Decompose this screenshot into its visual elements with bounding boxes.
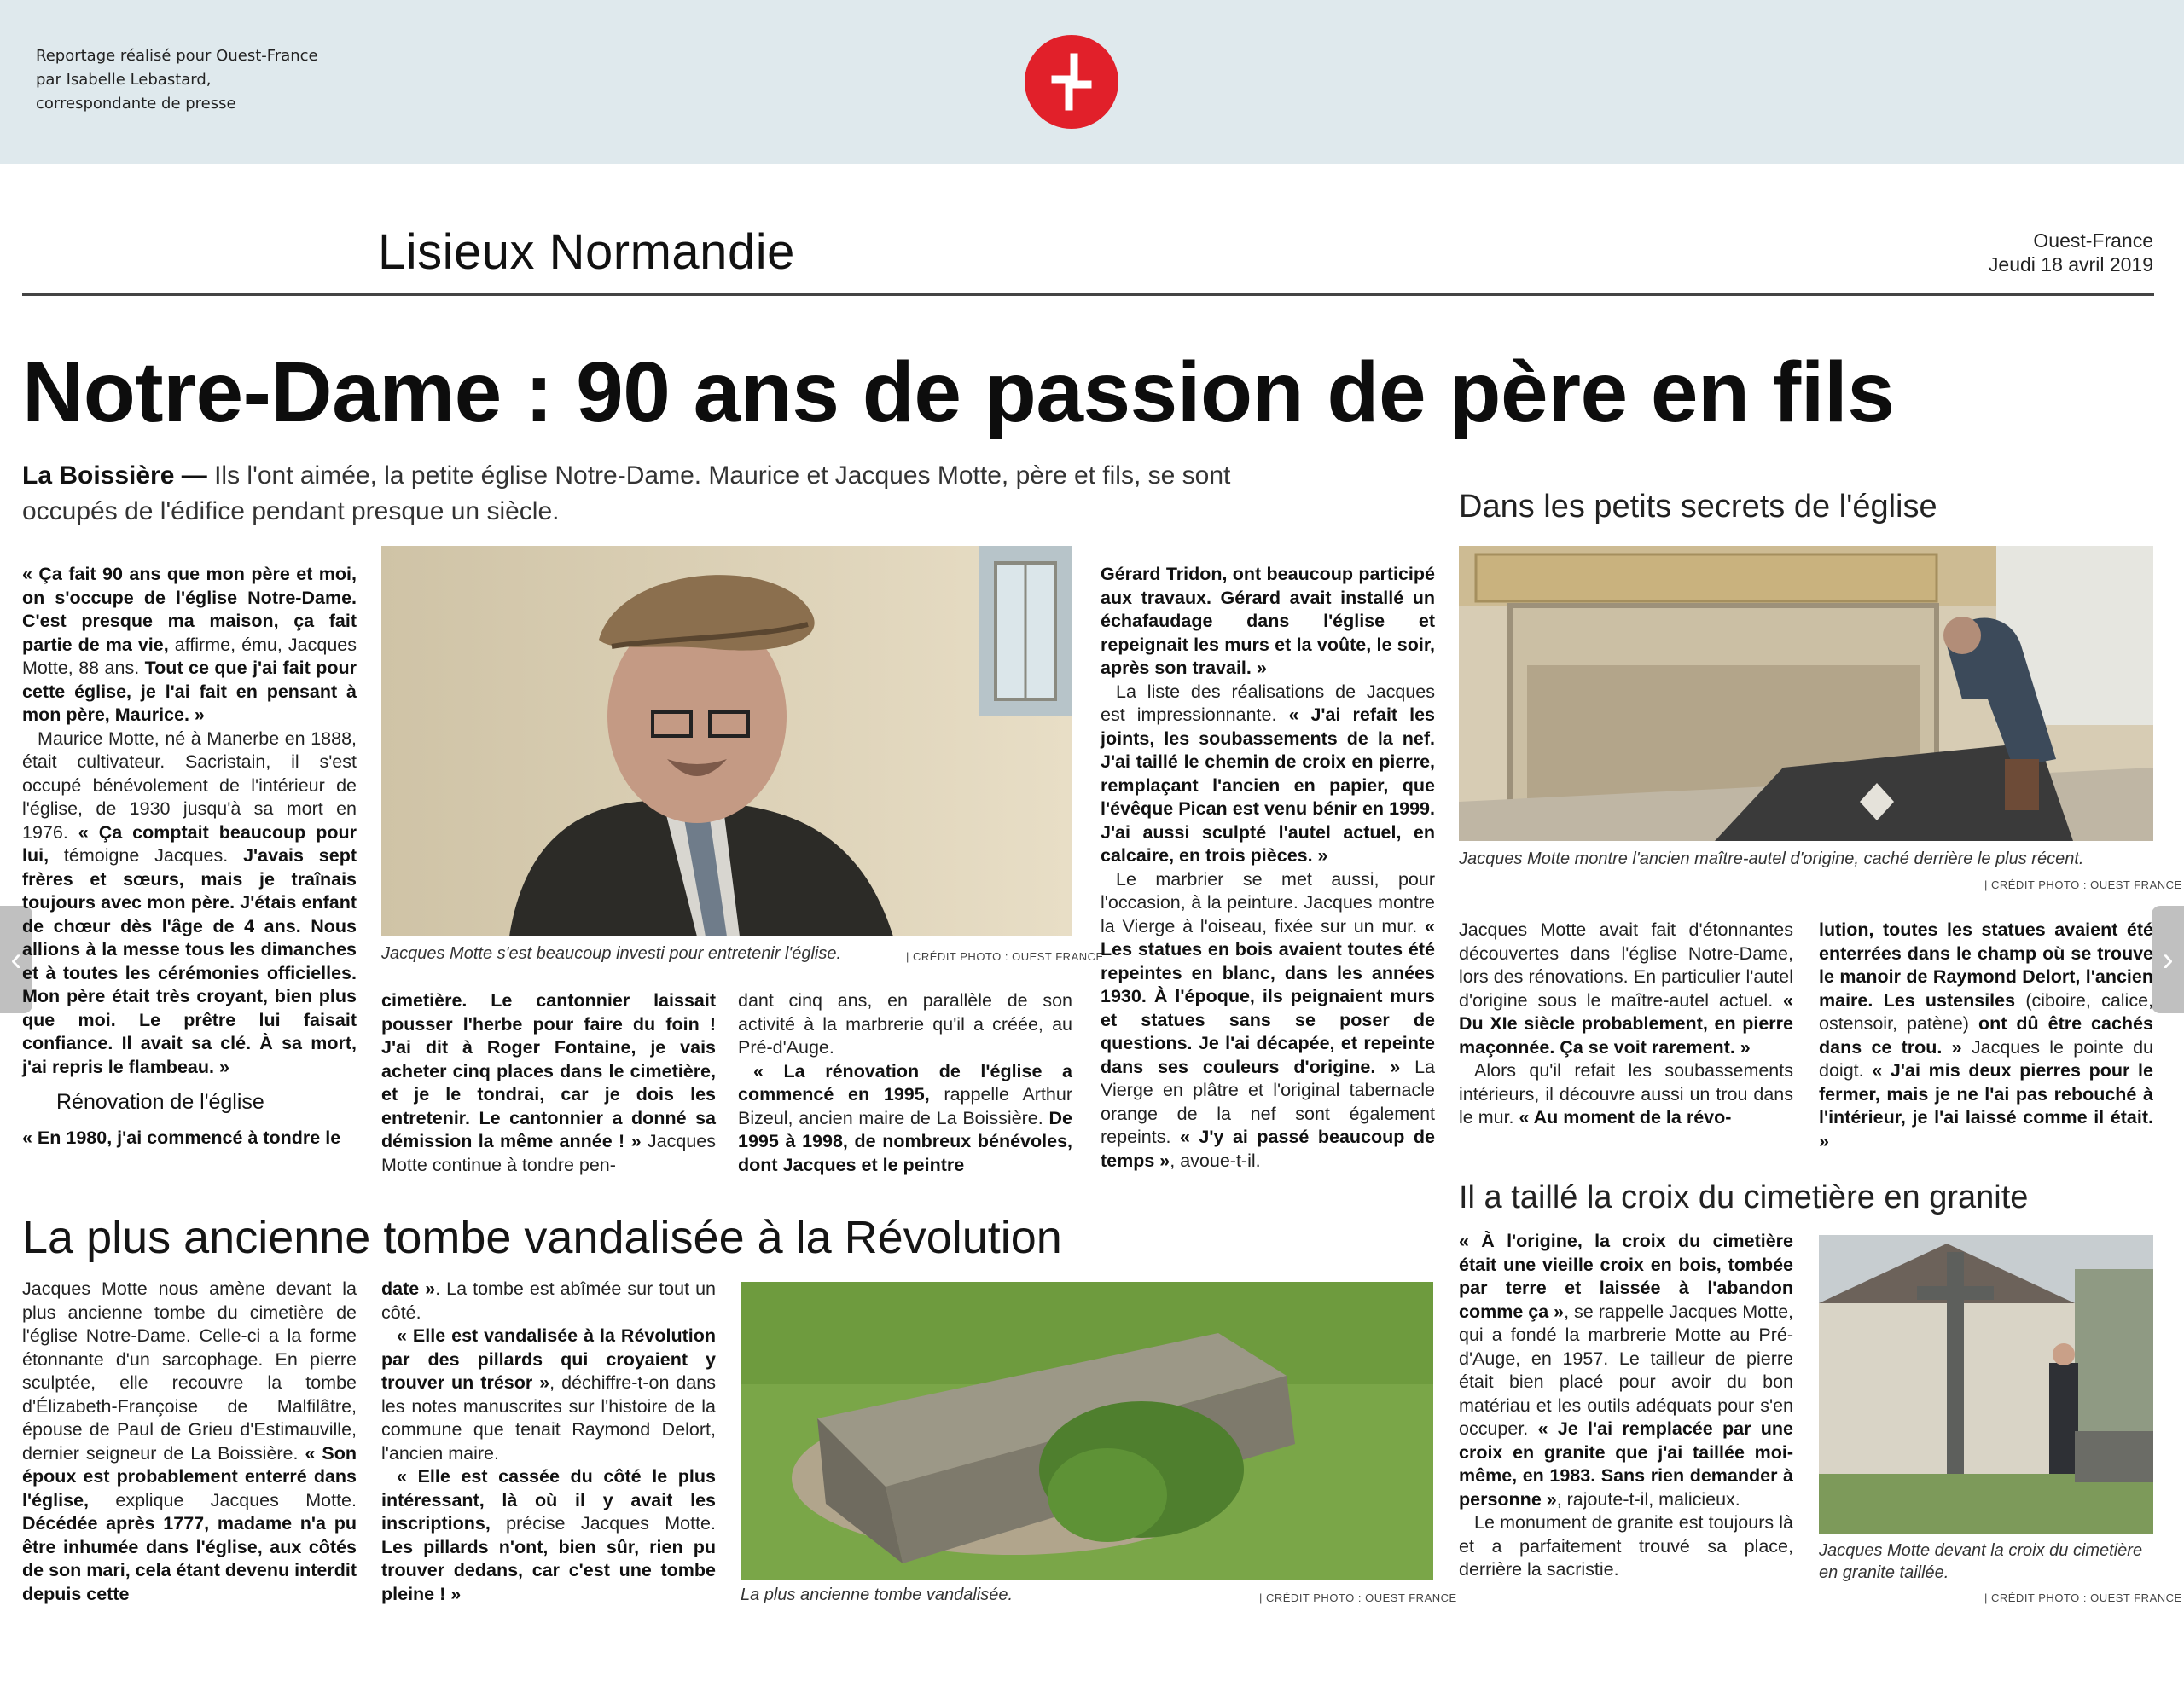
article-column-2: cimetière. Le cantonnier laissait pousser l'herbe pour faire du foin ! J'ai dit à Roger Fontaine, je vais acheter cinq places dans le cimetière, et je le tondrai, car je dois les entretenir. Le cantonnier a donné sa démission la même année ! » Jacques Motte continue à tondre pen- [381, 990, 716, 1175]
paper-name: Ouest-France [2033, 229, 2153, 252]
tomb-title: La plus ancienne tombe vandalisée à la Révolution [22, 1212, 1062, 1263]
paper-meta [1989, 229, 2153, 276]
tomb-column-1: Jacques Motte nous amène devant la plus ancienne tombe du cimetière de l'église Notre-Dame. Celle-ci a la forme étonnante d'un sarcophage. En pierre sculptée, elle recouvre la tombe d'Élizabeth-Françoise de Malfilâtre, épouse de Paul de Grieu d'Estimauville, dernier seigneur de La Boissière. « Son époux est probablement enterré dans l'église, explique Jacques Motte. Décédée après 1777, madame n'a pu être inhumée dans l'église, aux côtés de son mari, cela étant devenu interdit depuis cette [22, 1278, 357, 1604]
section-title: Lisieux Normandie [378, 224, 795, 280]
tomb-photo-caption: La plus ancienne tombe vandalisée. [741, 1586, 1014, 1604]
photo-cross [1819, 1235, 2153, 1534]
photo-tomb [741, 1282, 1433, 1580]
cross-title: Il a taillé la croix du cimetière en granite [1459, 1180, 2029, 1215]
cross-photo-caption: Jacques Motte devant la croix du cimetière en granite taillée. [1819, 1541, 2143, 1582]
publication-date: Jeudi 18 avril 2019 [1988, 253, 2153, 275]
cross-photo-credit: | CRÉDIT PHOTO : OUEST FRANCE [1984, 1592, 2182, 1604]
top-banner [0, 0, 2184, 164]
article-column-3: dant cinq ans, en parallèle de son activité à la marbrerie qu'il a créée, au Pré-d'Auge. « La rénovation de l'église a commencé en 1995, rappelle Arthur Bizeul, ancien maire de La Boissière. De 1995 à 1998, de nombreux bénévoles, dont Jacques et le peintre [738, 990, 1073, 1175]
chevron-left-icon[interactable]: ‹ [0, 906, 32, 1013]
photo-jacques-motte [381, 546, 1072, 936]
photo1-caption: Jacques Motte s'est beaucoup investi pour entretenir l'église. [381, 944, 842, 963]
lead-place: La Boissière — [22, 461, 207, 490]
chevron-right-icon[interactable]: › [2152, 906, 2184, 1013]
photo-altar [1459, 546, 2153, 841]
secrets-column-a: Jacques Motte avait fait d'étonnantes découvertes dans l'église Notre-Dame, lors des rénovations. En particulier l'autel d'origine sous le maître-autel actuel. « Du XIe siècle probablement, en pierre maçonnée. Ça se voit rarement. » Alors qu'il refait les soubassements intérieurs, il découvre aussi un trou dans le mur. « Au moment de la révo- [1459, 919, 1793, 1128]
lead [22, 458, 1302, 530]
secrets-column-b: lution, toutes les statues avaient été enterrées dans le champ où se trouve le manoir de Raymond Delort, l'ancien maire. Les ustensiles (ciboire, calice, ostensoir, patène) ont dû être cachés dans ce trou. » Jacques le pointe du doigt. « J'ai mis deux pierres pour le fermer, mais je ne l'ai pas rebouché à l'intérieur, je l'ai laissé comme il était. » [1819, 919, 2154, 1151]
ouest-france-logo-icon [1025, 35, 1118, 129]
secrets-photo-caption: Jacques Motte montre l'ancien maître-autel d'origine, caché derrière le plus récent. [1459, 849, 2084, 868]
tomb-column-2: date ». La tombe est abîmée sur tout un côté. « Elle est vandalisée à la Révolution par des pillards qui croyaient y trouver un trésor », déchiffre-t-on dans les notes manuscrites sur l'histoire de la commune que tenait Raymond Delort, l'ancien maire. « Elle est cassée du côté le plus intéressant, là où il y avait les inscriptions, précise Jacques Motte. Les pillards n'ont, bien sûr, rien pu trouver dedans, car c'est une tombe pleine ! » [381, 1278, 716, 1604]
photo1-credit: | CRÉDIT PHOTO : OUEST FRANCE [906, 950, 1104, 963]
secrets-photo-credit: | CRÉDIT PHOTO : OUEST FRANCE [1984, 878, 2182, 891]
headline: Notre-Dame : 90 ans de passion de père en fils [22, 345, 1895, 440]
secrets-title: Dans les petits secrets de l'église [1459, 489, 1937, 525]
cross-column: « À l'origine, la croix du cimetière était une vieille croix en bois, tombée par terre et laissée à l'abandon comme ça », se rappelle Jacques Motte, qui a fondé la marbrerie Motte au Pré-d'Auge, en 1957. Le tailleur de pierre était bien placé pour avoir du bon matériau et les outils adéquats pour s'en occuper. « Je l'ai remplacée par une croix en granite que j'ai taillée moi-même, en 1983. Sans rien demander à personne », rajoute-t-il, malicieux. Le monument de granite est toujours là et a parfaitement trouvé sa place, derrière la sacristie. [1459, 1231, 1794, 1580]
subhead: Rénovation de l'église [56, 1090, 264, 1114]
article-column-1: « Ça fait 90 ans que mon père et moi, on s'occupe de l'église Notre-Dame. C'est presque ma maison, ça fait partie de ma vie, affirme, ému, Jacques Motte, 88 ans. Tout ce que j'ai fait pour cette église, je l'ai fait en pensant à mon père, Maurice. » Maurice Motte, né à Manerbe en 1888, était cultivateur. Sacristain, il s'est occupé bénévolement de l'intérieur de l'église, de 1930 jusqu'à sa mort en 1976. « Ça comptait beaucoup pour lui, témoigne Jacques. J'avais sept frères et sœurs, mais je traînais toujours avec mon père. J'étais enfant de chœur dès l'âge de 4 ans. Nous allions à la messe tous les dimanches et à toutes les cérémonies officielles. Mon père était très croyant, bien plus que moi. Le prêtre lui faisait confiance. Il avait sa clé. À sa mort, j'ai repris le flambeau. » Rénovation de l'église « En 1980, j'ai commencé à tondre le [22, 564, 357, 1148]
lead-text: Ils l'ont aimée, la petite église Notre-Dame. Maurice et Jacques Motte, père et fils, se sont occupés de l'édifice pendant presque un siècle. [22, 461, 1231, 525]
article-column-4: Gérard Tridon, ont beaucoup participé aux travaux. Gérard avait installé un échafaudage dans l'église et repeignait les murs et la voûte, le soir, après son travail. » La liste des réalisations de Jacques est impressionnante. « J'ai refait les joints, les soubassements de la nef. J'ai taillé le chemin de croix en pierre, remplaçant l'ancien en papier, que l'évêque Pican est venu bénir en 1999. J'ai aussi sculpté l'autel actuel, en calcaire, en trois pièces. » Le marbrier se met aussi, pour l'occasion, à la peinture. Jacques montre la Vierge à l'oiseau, fixée sur un mur. « Les statues en bois avaient toutes été repeintes en blanc, dans les années 1930. À l'époque, ils peignaient murs et statues sans se poser de questions. Je l'ai décapée, et repeinte dans ses couleurs d'origine. » La Vierge en plâtre et l'original tabernacle orange de la nef sont également repeints. « J'y ai passé beaucoup de temps », avoue-t-il. [1101, 564, 1436, 1171]
header-rule [22, 293, 2154, 296]
reporter-credit: Reportage réalisé pour Ouest-France par Isabelle Lebastard, correspondante de presse [36, 47, 318, 113]
tomb-photo-credit: | CRÉDIT PHOTO : OUEST FRANCE [1259, 1592, 1457, 1604]
